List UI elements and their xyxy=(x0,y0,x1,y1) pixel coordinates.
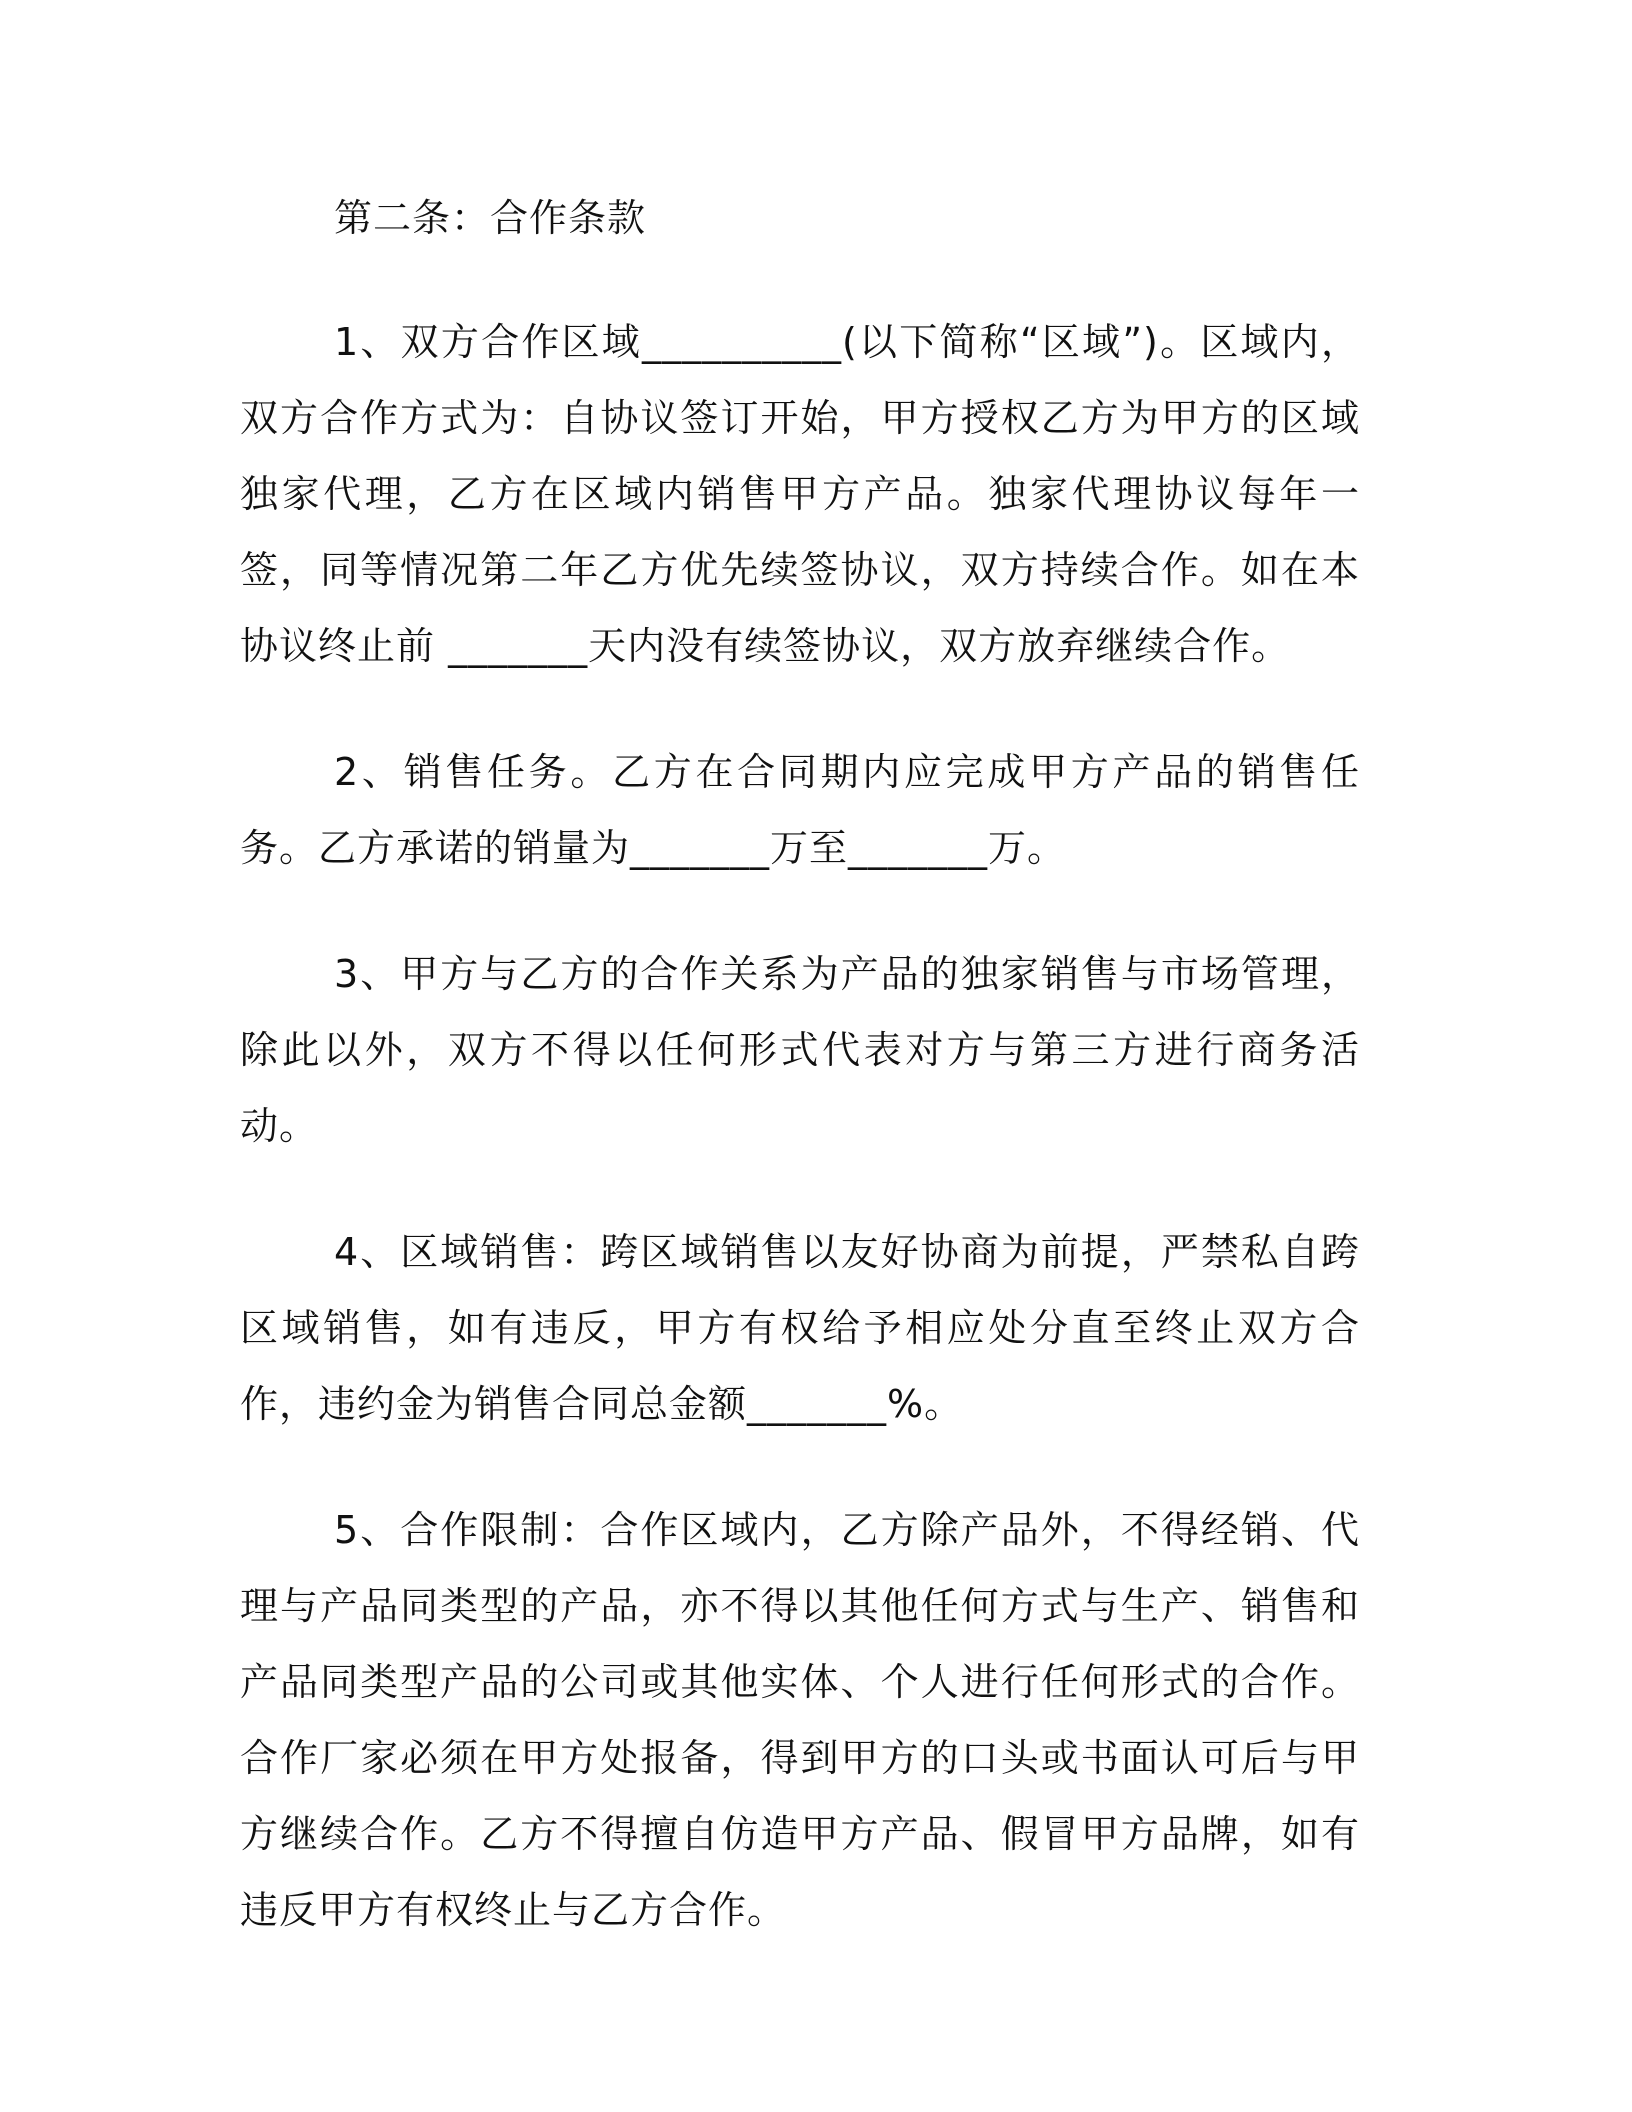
article-title: 第二条：合作条款 xyxy=(334,196,647,240)
clause-5-cooperation-restrictions: 5、合作限制：合作区域内，乙方除产品外，不得经销、代理与产品同类型的产品，亦不得以其他任何方式与生产、销售和产品同类型产品的公司或其他实体、个人进行任何形式的合作。合作厂家必须在甲方处报备，得到甲方的口头或书面认可后与甲方继续合作。乙方不得擅自仿造甲方产品、假冒甲方品牌，如有违反甲方有权终止与乙方合作。 xyxy=(240,1508,1360,1932)
clause-2-sales-task: 2、销售任务。乙方在合同期内应完成甲方产品的销售任务。乙方承诺的销量为_______万至_______万。 xyxy=(240,750,1360,870)
clause-4-regional-sales: 4、区域销售：跨区域销售以友好协商为前提，严禁私自跨区域销售，如有违反，甲方有权给予相应处分直至终止双方合作，违约金为销售合同总金额_______%。 xyxy=(240,1230,1360,1426)
clause-1-cooperation-region: 1、双方合作区域__________(以下简称“区域”)。区域内，双方合作方式为：自协议签订开始，甲方授权乙方为甲方的区域独家代理，乙方在区域内销售甲方产品。独家代理协议每年一签，同等情况第二年乙方优先续签协议，双方持续合作。如在本协议终止前 _______天内没有续签协议，双方放弃继续合作。 xyxy=(240,320,1360,668)
document-page xyxy=(240,190,1360,1998)
clause-3-exclusive-relationship: 3、甲方与乙方的合作关系为产品的独家销售与市场管理，除此以外，双方不得以任何形式代表对方与第三方进行商务活动。 xyxy=(240,952,1360,1148)
